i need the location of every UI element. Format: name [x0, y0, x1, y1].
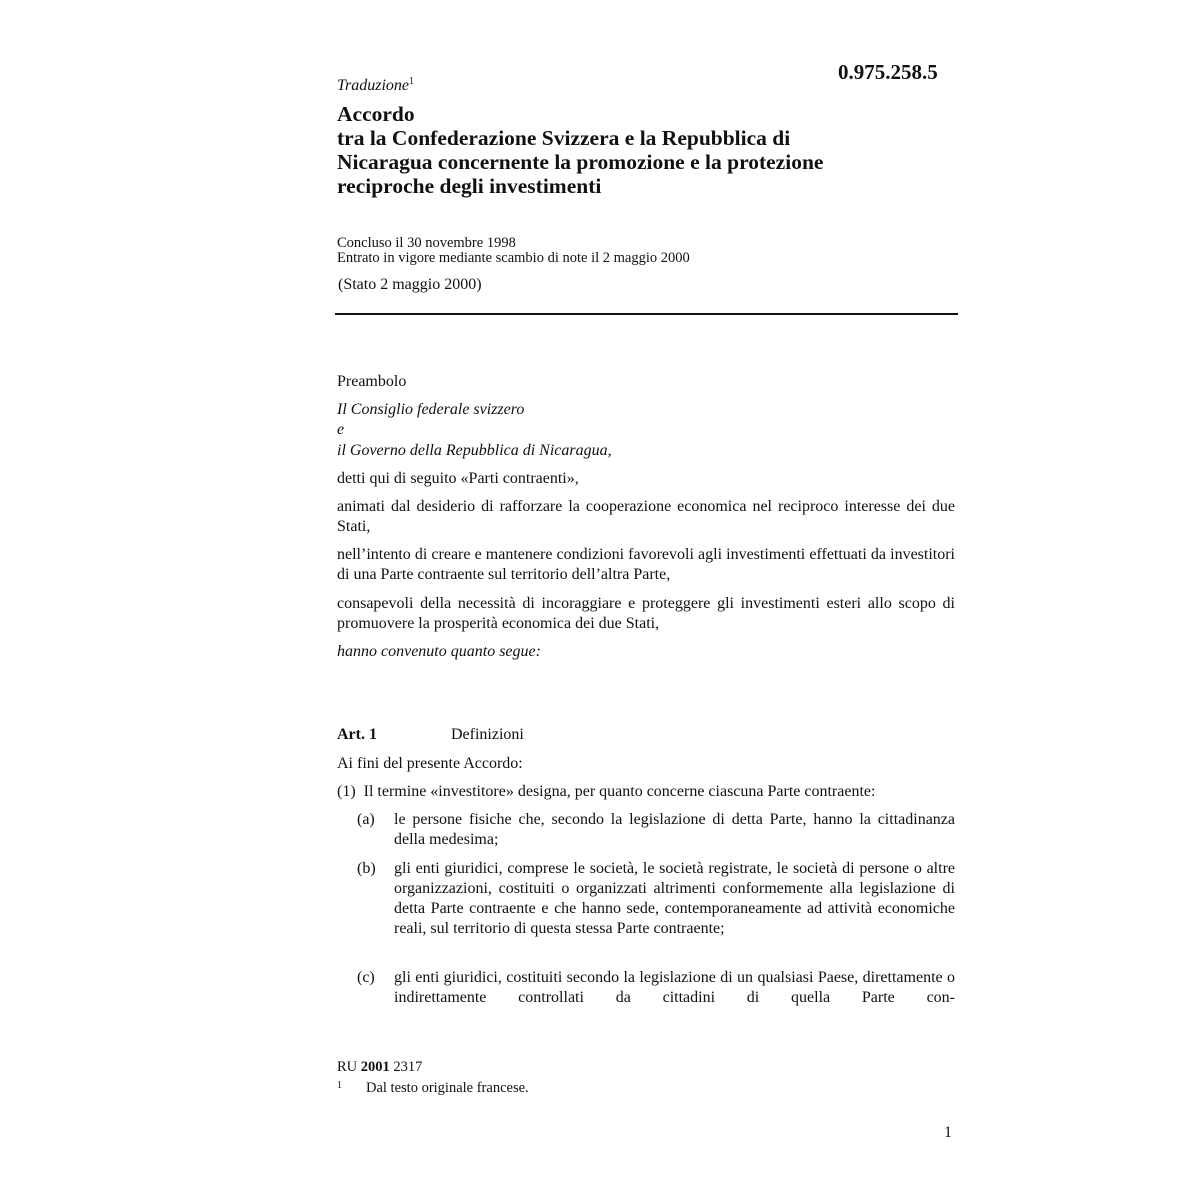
- preamble-paragraph-2: animati dal desiderio di rafforzare la cooperazione economica nel reciproco interesse dei due Stati,: [337, 498, 955, 535]
- header-divider: [335, 313, 958, 315]
- preamble-paragraph-4: consapevoli della necessità di incoraggiare e proteggere gli investimenti esteri allo scopo di promuovere la prosperità economica dei due Stati,: [337, 595, 955, 632]
- preamble-conjunction: e: [337, 421, 345, 438]
- conclusion-info: [337, 236, 690, 266]
- title-line-2: tra la Confederazione Svizzera e la Repubblica di: [337, 126, 791, 150]
- official-compilation-reference: [337, 1059, 422, 1076]
- footnote-text: Dal testo originale francese.: [366, 1080, 529, 1096]
- preamble-paragraph-1: detti qui di seguito «Parti contraenti»,: [337, 470, 579, 487]
- list-item-label: (b): [357, 860, 376, 877]
- preamble-paragraph-3: nell’intento di creare e mantenere condizioni favorevoli agli investimenti effettuati da investitori di una Parte contraente sul territorio dell’altra Parte,: [337, 546, 955, 583]
- translation-label-text: Traduzione: [337, 77, 410, 94]
- preamble-party-1: Il Consiglio federale svizzero: [337, 401, 525, 418]
- ru-page: 2317: [389, 1059, 423, 1075]
- footnote: [337, 1080, 529, 1097]
- list-item-text: gli enti giuridici, comprese le società, le società registrate, le società di persone o altre organizzazioni, costituiti o organizzati altrimenti conformemente alla legislazione di detta Parte contraente e che hanno sede, contemporaneamente ad attività economiche reali, sul territorio di questa stessa Parte contraente;: [394, 860, 955, 937]
- list-item-text: le persone fisiche che, secondo la legislazione di detta Parte, hanno la cittadinanza della medesima;: [394, 811, 955, 848]
- sr-number: 0.975.258.5: [838, 60, 938, 84]
- footnote-number: 1: [337, 1080, 342, 1091]
- article-title: Definizioni: [451, 726, 524, 743]
- title-line-1: Accordo: [337, 102, 415, 126]
- preamble-party-2: il Governo della Repubblica di Nicaragua,: [337, 442, 612, 459]
- list-item: [357, 810, 955, 850]
- article-number: Art. 1: [337, 726, 377, 743]
- preamble-closing: hanno convenuto quanto segue:: [337, 643, 541, 660]
- translation-label: [337, 76, 414, 95]
- article-intro: Ai fini del presente Accordo:: [337, 755, 523, 772]
- document-title: [337, 102, 957, 198]
- footnote-reference[interactable]: 1: [409, 76, 415, 87]
- page-number: 1: [944, 1124, 952, 1141]
- article-paragraph-1: (1) Il termine «investitore» designa, per quanto concerne ciascuna Parte contraente:: [337, 783, 876, 800]
- ru-year: 2001: [360, 1059, 390, 1075]
- title-line-4: reciproche degli investimenti: [337, 174, 602, 198]
- status-date: (Stato 2 maggio 2000): [338, 276, 482, 293]
- entry-into-force: Entrato in vigore mediante scambio di note il 2 maggio 2000: [337, 250, 690, 266]
- list-item-label: (a): [357, 811, 375, 828]
- preamble-heading: Preambolo: [337, 373, 407, 390]
- title-line-3: Nicaragua concernente la promozione e la protezione: [337, 150, 824, 174]
- list-item-label: (c): [357, 969, 375, 986]
- ru-prefix: RU: [337, 1059, 361, 1075]
- concluded-date: Concluso il 30 novembre 1998: [337, 235, 516, 251]
- list-item: [357, 859, 955, 939]
- list-item-text: gli enti giuridici, costituiti secondo la legislazione di un qualsiasi Paese, direttamente o indirettamente controllati da cittadini di quella Parte con-: [394, 969, 955, 1006]
- list-item: [357, 968, 955, 1008]
